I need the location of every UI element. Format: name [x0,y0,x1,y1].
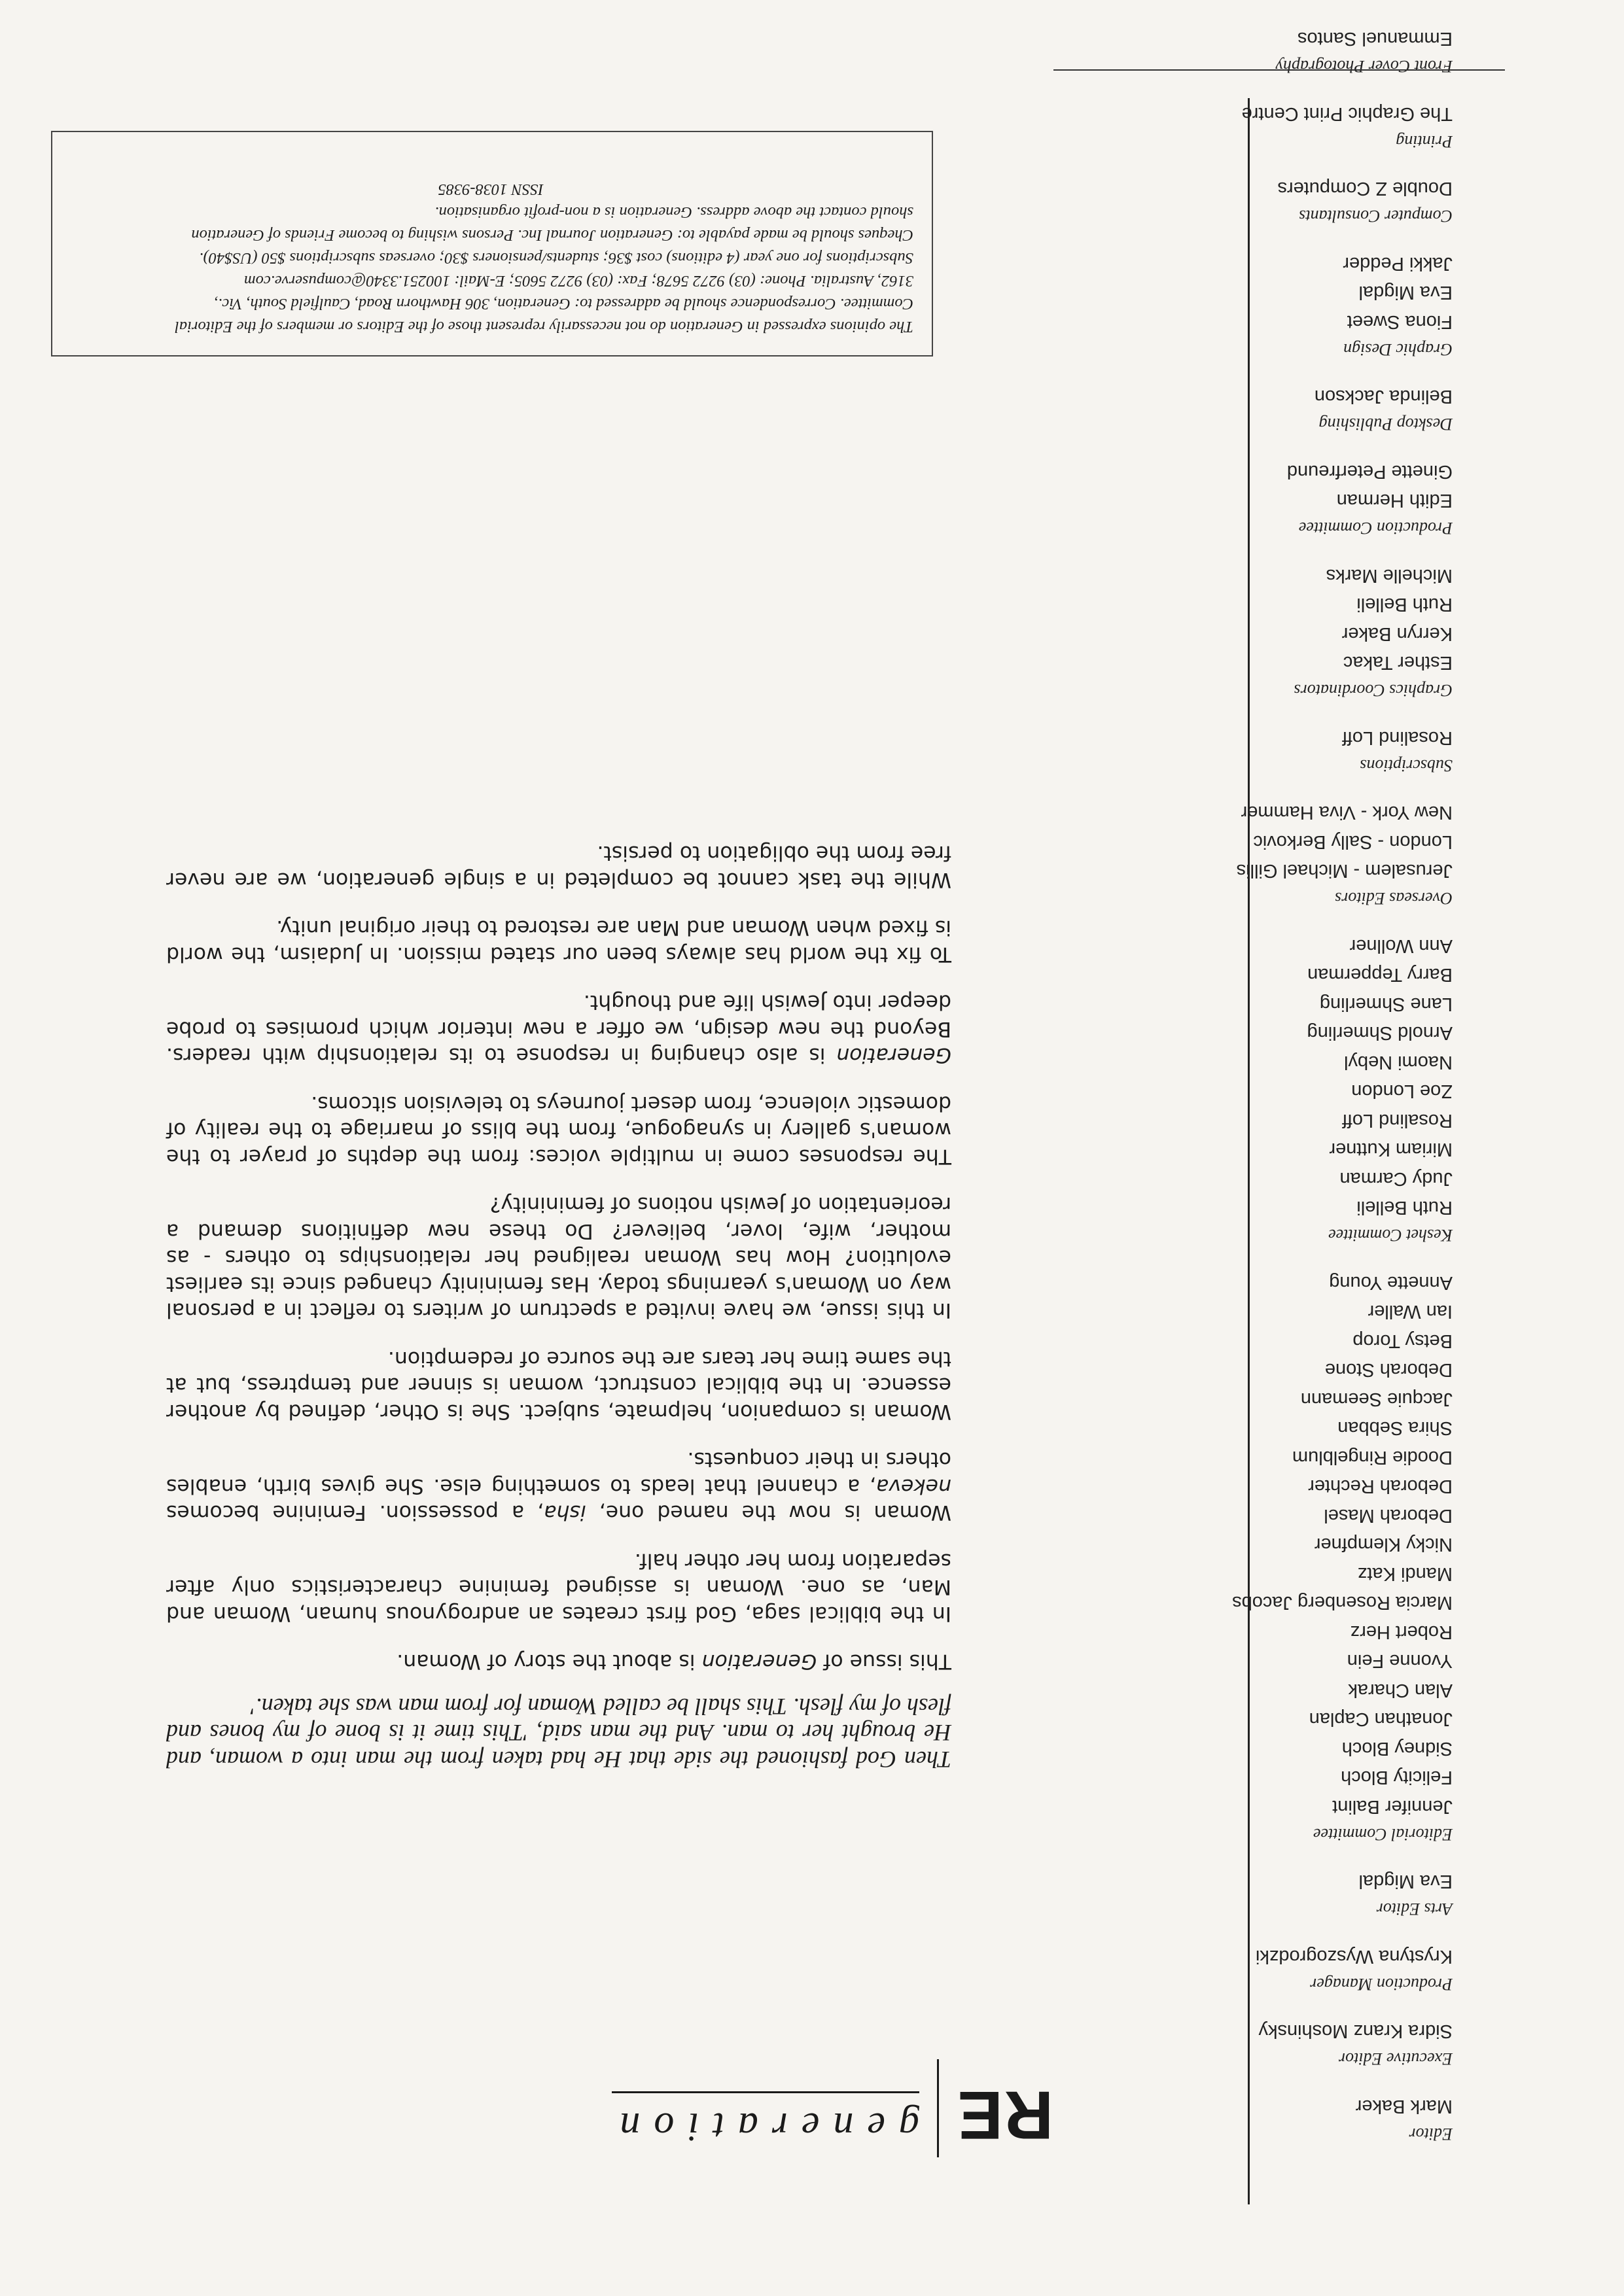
publication-notice-box [51,131,933,357]
masthead-section [1191,561,1453,704]
masthead-name: Belinda Jackson [1314,386,1453,408]
genesis-quote: Then God fashioned the side that He had taken from the man into a woman, and He brought her to man. And the man said, 'This time it is bone of my bones and flesh of my flesh. This shall be called Woman for from man was she taken.' [166,1694,951,1773]
masthead-name: Double Z Computers [1277,178,1453,200]
text: , a possession. Feminine becomes [166,1501,544,1525]
masthead-name: Sidra Kranz Moshinsky [1258,2021,1453,2042]
logo-re: RE [956,2077,1053,2153]
masthead-name: Jakki Pedder [1343,253,1453,274]
notice-line: should contact the above address. Generation is a non-profit organisation. [434,203,913,221]
masthead-role: Overseas Editors [1335,889,1453,909]
generation-logo [595,2059,1053,2157]
masthead-name: Deborah Stone [1324,1359,1453,1381]
masthead-role: Arts Editor [1376,1900,1453,1919]
masthead-section [1191,2092,1453,2148]
masthead-section [1191,174,1453,230]
masthead-name: Edith Herman [1336,490,1453,512]
masthead-role: Editorial Committee [1313,1825,1453,1844]
masthead-name: Zoe London [1351,1081,1453,1102]
masthead-role: Subscriptions [1360,756,1453,775]
text: is also changing in response to its relationship with readers. Beyond the new design, we offer a new interior which promises to probe deeper into Jewish life and thought. [166,990,951,1068]
issn: ISSN 1038-9385 [438,181,544,198]
masthead-name: Deborah Masel [1324,1505,1453,1526]
masthead-name: Jacquie Seemann [1300,1389,1453,1410]
masthead-name: London - Sally Berkovic [1253,831,1453,852]
masthead-name: New York - Viva Hammer [1241,802,1453,824]
masthead-name: Marcia Rosenberg Jacobs [1232,1592,1453,1614]
masthead-section [1191,99,1453,155]
masthead-name: Ann Wollner [1349,935,1453,956]
masthead-name: Ian Waller [1368,1301,1453,1323]
masthead-role: Printing [1396,132,1453,151]
text: , a channel that leads to something else. She gives birth, enables others in their conquests. [166,1448,951,1498]
masthead-name: The Graphic Print Centre [1241,103,1453,124]
masthead-name: Arnold Shmerling [1307,1022,1453,1044]
masthead-role: Production Manager [1310,1975,1453,1994]
notice-line: Committee. Correspondence should be addressed to: Generation, 306 Hawthorn Road, Caulfield South, Vic., [214,295,913,313]
masthead-section [1191,1942,1453,1998]
paragraph-8: To fix the world has always been our stated mission. In Judaism, the world is fixed when Woman and Man are restored to their original unity. [166,916,951,966]
bottom-rule [1053,69,1505,71]
masthead-role: Graphics Coordinators [1294,681,1453,701]
masthead-name: Mandi Katz [1357,1563,1453,1584]
notice-line: Cheques should be made payable to: Generation Journal Inc. Persons wishing to become Friends of Generation [191,226,913,244]
masthead-name: Shira Sebban [1337,1418,1453,1439]
masthead-name: Robert Herz [1350,1622,1453,1643]
masthead-column [1191,24,1453,2147]
paragraph-9: While the task cannot be completed in a single generation, we are never free from the obligation to persist. [166,841,951,892]
logo-wordmark: generation [606,2104,919,2149]
masthead-section [1191,382,1453,438]
paragraph-4: Woman is companion, helpmate, subject. She is Other, defined by another essence. In the biblical construct, woman is sinner and temptress, but at the same time her tears are the source of redemption. [166,1347,951,1423]
masthead-name: Felicity Bloch [1341,1767,1453,1788]
masthead-role: Production Committee [1298,519,1453,538]
paragraph-2: In the biblical saga, God first creates an androgynous human, Woman and Man, as one. Woman is assigned feminine characteristics only after separation from her other half. [166,1549,951,1626]
masthead-name: Eva Migdal [1358,282,1453,304]
paragraph-1 [166,1648,951,1675]
masthead-role: Executive Editor [1339,2049,1453,2069]
masthead-name: Ruth Belleli [1356,594,1453,616]
masthead-section [1191,249,1453,363]
masthead-name: Mark Baker [1355,2096,1453,2117]
masthead-name: Rosalind Loff [1342,1110,1453,1131]
italic-text: nekeva [876,1474,951,1498]
masthead-role: Keshet Committee [1328,1226,1453,1245]
masthead-name: Barry Tepperman [1307,964,1453,986]
logo-divider [937,2059,939,2157]
masthead-name: Deborah Rechter [1308,1476,1453,1497]
logo-underline [612,2091,919,2093]
masthead-name: Lane Shmerling [1319,994,1453,1015]
masthead-name: Naomi Nebyl [1344,1052,1453,1073]
masthead-section [1191,1268,1453,1848]
notice-line: 3162, Australia. Phone: (03) 9272 5678; Fax: (03) 9272 5605; E-Mail: 100251.3340@compuserve.com [243,272,913,290]
text: is about the story of Woman. [397,1650,702,1674]
paragraph-5: In this issue, we have invited a spectrum of writers to reflect in a personal way on Woman's yearnings today. Has femininity changed since its earliest evolution? How has Woman realigned her relationships to others - as mother, wife, lover, believer? Do these new definitions demand a reorientation of Jewish notions of femininity? [166,1192,951,1323]
masthead-name: Betsy Torop [1352,1331,1453,1351]
masthead-section [1191,798,1453,912]
notice-line: The opinions expressed in Generation do not necessarily represent those of the Editors or members of the Editorial [175,318,913,336]
italic-text: Generation [836,1043,951,1068]
paragraph-3 [166,1446,951,1526]
masthead-name: Eva Migdal [1358,1871,1453,1892]
masthead-role: Front Cover Photography [1275,57,1453,77]
masthead-role: Graphic Design [1343,340,1453,359]
masthead-section [1191,931,1453,1249]
masthead-role: Desktop Publishing [1318,415,1453,434]
masthead-name: Krystyna Wyszogrodzki [1255,1946,1453,1967]
masthead-section [1191,1867,1453,1922]
paragraph-7 [166,989,951,1069]
masthead-name: Esther Takac [1343,652,1453,674]
masthead-name: Kerryn Baker [1341,623,1453,644]
masthead-name: Annette Young [1329,1272,1453,1293]
masthead-name: Michelle Marks [1326,565,1453,586]
masthead-name: Judy Carman [1339,1168,1453,1189]
masthead-name: Emmanuel Santos [1297,28,1453,50]
masthead-role: Computer Consultants [1299,207,1453,226]
masthead-name: Jerusalem - Michael Gillis [1236,860,1453,882]
masthead-name: Jonathan Caplan [1309,1709,1453,1730]
text: Woman is now the named one, [586,1501,951,1525]
italic-text: isha [544,1501,586,1525]
masthead-role: Editor [1409,2125,1453,2144]
masthead-name: Doodie Ringelblum [1292,1447,1453,1468]
masthead-name: Miriam Kuttner [1329,1139,1453,1160]
masthead-name: Ginette Peterfreund [1286,461,1453,482]
masthead-section [1191,457,1453,542]
notice-line: Subscriptions for one year (4 editions) cost $36; students/pensioners $30; overseas subscriptions $50 (US$40). [199,249,913,267]
masthead-name: Rosalind Loff [1342,727,1453,748]
italic-text: Generation [701,1650,817,1674]
masthead-section [1191,2017,1453,2072]
masthead-name: Fiona Sweet [1347,311,1453,332]
masthead-name: Alan Charak [1348,1680,1453,1701]
masthead-section [1191,723,1453,779]
masthead-name: Jennifer Balint [1332,1796,1453,1817]
paragraph-6: The responses come in multiple voices: from the depths of prayer to the woman's gallery in synagogue, from the bliss of marriage to the reality of domestic violence, from desert journeys to television sitcoms. [166,1092,951,1168]
column-divider [1248,98,1250,2204]
editorial-article [166,818,951,1773]
masthead-name: Sidney Bloch [1341,1738,1453,1759]
text: This issue of [817,1650,951,1674]
masthead-section [1191,24,1453,80]
masthead-name: Ruth Belleli [1356,1197,1453,1219]
masthead-name: Nicky Klempfner [1314,1534,1453,1556]
masthead-name: Yvonne Fein [1347,1650,1453,1672]
